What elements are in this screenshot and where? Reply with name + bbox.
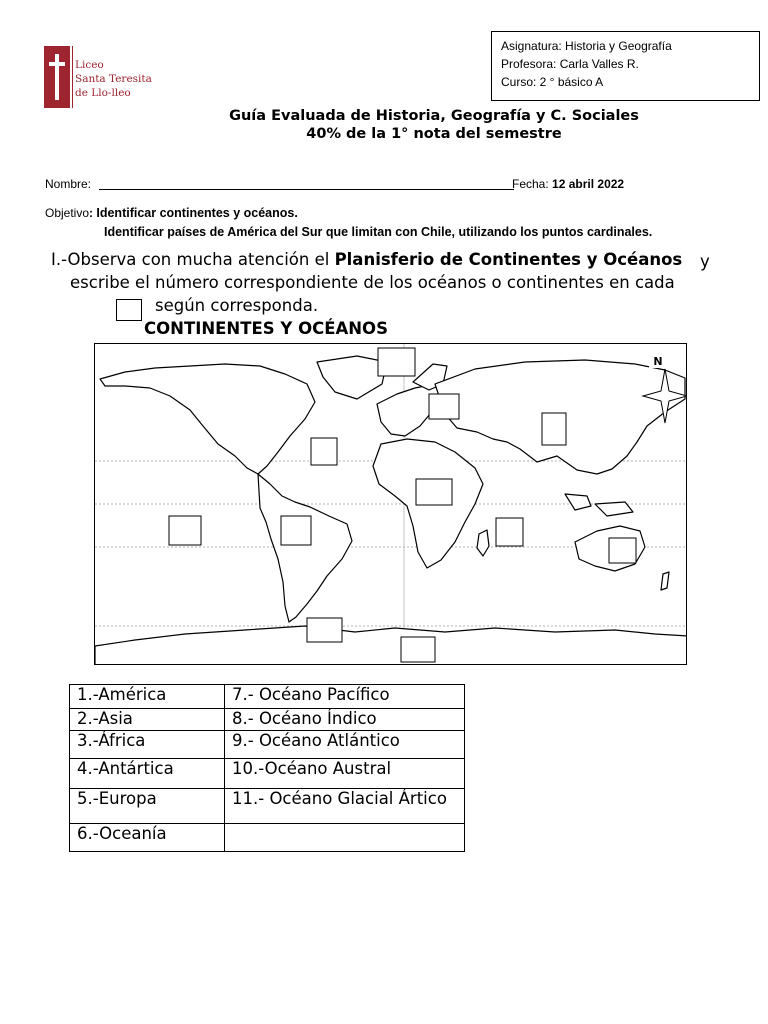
subject-text: Asignatura: Historia y Geografía	[501, 39, 672, 53]
legend-cell	[225, 824, 465, 852]
example-answer-box	[116, 299, 142, 321]
map-answer-box-asia	[542, 413, 566, 445]
instruction-line2: escribe el número correspondiente de los océanos o continentes en cada	[70, 273, 675, 292]
map-title: CONTINENTES Y OCÉANOS	[144, 319, 388, 338]
legend-row	[70, 709, 465, 731]
map-answer-box-arctic	[378, 348, 415, 376]
school-name-line1: Liceo	[75, 59, 104, 71]
date-label: Fecha:	[512, 177, 549, 191]
legend-cell: 1.-América	[70, 685, 225, 709]
legend-cell: 8.- Océano Índico	[225, 709, 465, 731]
objective: Objetivo: Identificar continentes y océanos.	[45, 206, 298, 220]
name-field[interactable]	[99, 189, 514, 190]
instruction-line1	[51, 250, 682, 269]
page-title: Guía Evaluada de Historia, Geografía y C. Sociales	[229, 108, 639, 124]
legend-cell: 2.-Asia	[70, 709, 225, 731]
map-answer-box-antarctica	[401, 637, 435, 662]
legend-row	[70, 685, 465, 709]
map-answer-box-africa	[416, 479, 452, 505]
legend-row	[70, 824, 465, 852]
map-answer-box-atlantic	[281, 516, 311, 545]
legend-cell: 11.- Océano Glacial Ártico	[225, 789, 465, 824]
school-name-line2: Santa Teresita	[75, 73, 152, 85]
date-value: 12 abril 2022	[552, 177, 625, 191]
school-name	[75, 58, 152, 100]
map-answer-box-pacific	[169, 516, 201, 545]
legend-cell: 9.- Océano Atlántico	[225, 731, 465, 759]
name-label: Nombre:	[45, 177, 92, 191]
legend-cell: 7.- Océano Pacífico	[225, 685, 465, 709]
compass-north-label: N	[653, 355, 663, 368]
map-answer-box-austral	[307, 618, 342, 642]
objective-line2: Identificar países de América del Sur que limitan con Chile, utilizando los puntos cardinales.	[104, 225, 653, 239]
legend-cell: 6.-Oceanía	[70, 824, 225, 852]
map-answer-box-oceania	[609, 538, 636, 563]
world-map	[94, 343, 687, 665]
instruction-line3: según corresponda.	[155, 296, 319, 315]
objective-line1: Identificar continentes y océanos.	[96, 206, 298, 220]
page-subtitle: 40% de la 1° nota del semestre	[306, 126, 562, 142]
course-text: Curso: 2 ° básico A	[501, 75, 604, 89]
school-logo-emblem	[44, 46, 70, 108]
course-info-box	[491, 31, 760, 101]
instruction-y: y	[700, 252, 710, 271]
legend-cell: 10.-Océano Austral	[225, 759, 465, 789]
legend-row	[70, 759, 465, 789]
instruction-numeral: I.-	[51, 250, 68, 269]
legend-row	[70, 789, 465, 824]
logo-divider	[72, 46, 73, 108]
instruction-bold: Planisferio de Continentes y Océanos	[334, 250, 683, 269]
map-answer-box-europe	[429, 394, 459, 419]
world-map-graphic	[95, 344, 687, 665]
objective-label: Objetivo	[45, 206, 90, 220]
date-field	[512, 177, 624, 191]
map-answer-box-north-america	[311, 438, 337, 465]
legend-cell: 5.-Europa	[70, 789, 225, 824]
legend-cell: 3.-África	[70, 731, 225, 759]
instruction-text-a: Observa con mucha atención el	[67, 250, 335, 269]
map-answer-box-indian	[496, 518, 523, 546]
legend-row	[70, 731, 465, 759]
school-name-line3: de Llo-lleo	[75, 87, 131, 99]
legend-cell: 4.-Antártica	[70, 759, 225, 789]
legend-table	[69, 684, 465, 852]
teacher-text: Profesora: Carla Valles R.	[501, 57, 639, 71]
